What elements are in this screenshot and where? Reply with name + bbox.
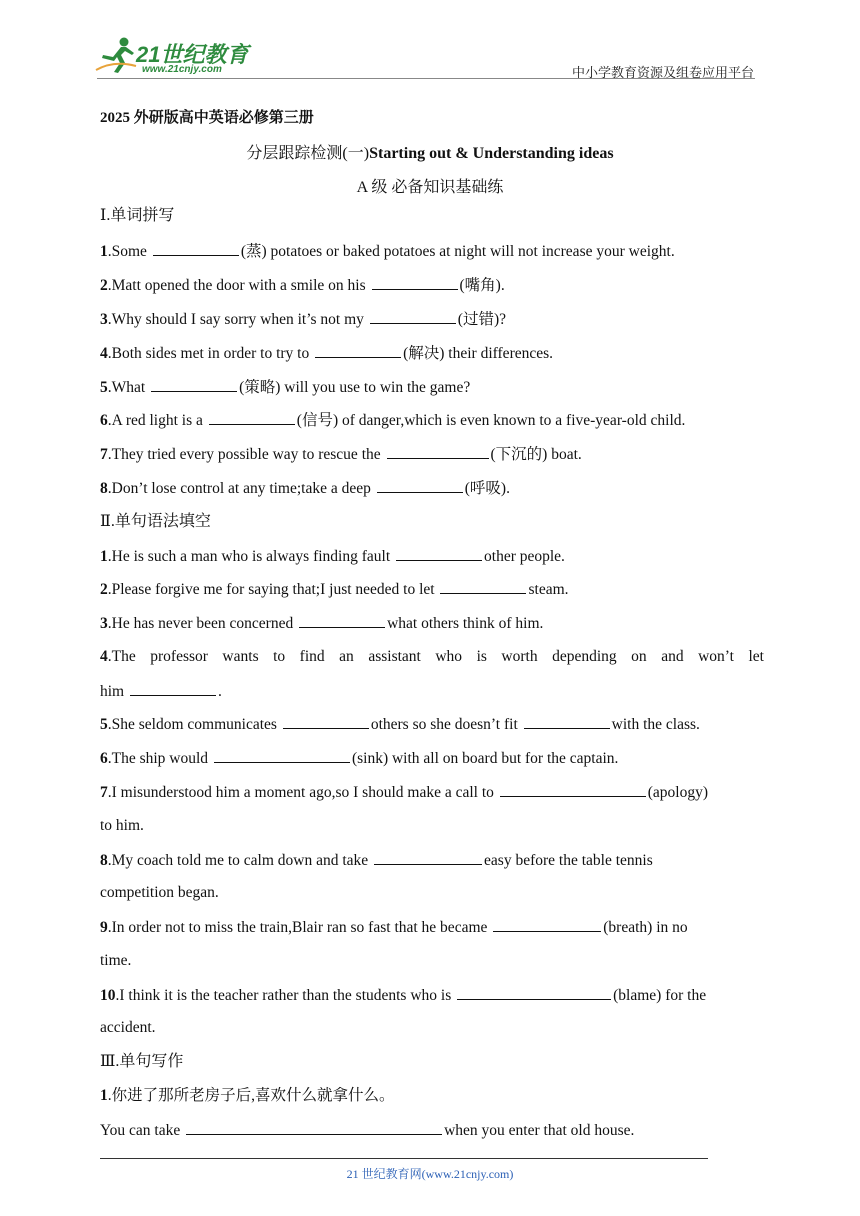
answer-blank[interactable] [524,714,610,729]
section-heading: Ⅱ.单句语法填空 [100,513,211,530]
question-text: (下沉的) boat. [490,446,582,463]
section-heading: Ⅰ.单词拼写 [100,207,175,224]
question-number: 5 [100,716,108,733]
answer-blank[interactable] [372,275,458,290]
question-number: 2 [100,581,108,598]
question-text: .They tried every possible way to rescue the [107,446,385,463]
question-item [100,579,764,600]
question-text: steam. [528,581,569,598]
question-item [100,985,764,1006]
question-text: (蒸) potatoes or baked potatoes at night will not increase your weight. [240,243,675,260]
question-item [100,850,764,871]
question-text: .He has never been concerned [107,615,298,632]
level-heading: A 级 必备知识基础练 [356,179,504,196]
question-number: 1 [100,548,108,565]
answer-blank[interactable] [209,410,295,425]
page-footer: 21 世纪教育网(www.21cnjy.com) [346,1167,514,1181]
question-text: (呼吸). [464,480,510,497]
question-text: .Don’t lose control at any time;take a deep [107,480,375,497]
question-number: 7 [100,784,108,801]
question-text: .Some [107,243,151,260]
section-heading: Ⅲ.单句写作 [100,1053,184,1070]
question-item [100,478,764,499]
question-item [100,782,764,803]
question-text: .Why should I say sorry when it’s not my [107,311,368,328]
question-text: other people. [484,548,565,565]
question-text: .Please forgive me for saying that;I just needed to let [107,581,439,598]
question-text: .Matt opened the door with a smile on his [107,277,370,294]
question-item-continued: time. [100,952,132,969]
subtitle-en: Starting out & Understanding ideas [369,145,614,162]
answer-blank[interactable] [315,343,401,358]
answer-blank[interactable] [377,478,463,493]
question-item [100,377,764,398]
question-text: (策略) will you use to win the game? [239,379,471,396]
question-text: what others think of him. [387,615,544,632]
answer-blank[interactable] [440,579,526,594]
question-number: 3 [100,311,108,328]
answer-blank[interactable] [283,714,369,729]
question-item-continued: competition began. [100,884,219,901]
document-subtitle [0,140,860,163]
question-item [100,546,764,567]
question-text: (过错)? [457,311,506,328]
question-text: .What [107,379,150,396]
site-logo [94,36,264,78]
answer-blank[interactable] [374,850,482,865]
question-item [100,309,764,330]
question-number: 4 [100,648,108,665]
page-header [0,0,860,80]
question-text: .She seldom communicates [107,716,281,733]
question-text: others so she doesn’t fit [370,716,522,733]
question-number: 8 [100,852,108,869]
answer-blank[interactable] [130,681,216,696]
question-text: .A red light is a [107,412,207,429]
question-text: when you enter that old house. [444,1122,635,1139]
question-text: You can take [100,1122,185,1139]
question-item [100,647,764,667]
question-text: .The ship would [107,750,212,767]
question-text: . [218,683,222,700]
question-text: .The professor wants to find an assistant who is worth depending on and won’t let [107,648,764,665]
header-divider [97,78,755,79]
footer-divider [100,1158,708,1159]
subtitle-cn: 分层跟踪检测(一) [246,145,370,162]
question-item [100,410,764,431]
answer-blank[interactable] [387,444,489,459]
answer-blank[interactable] [153,241,239,256]
question-text: .I think it is the teacher rather than the students who is [115,987,456,1004]
question-text: (breath) in no [603,919,688,936]
question-item [100,714,764,735]
question-text: (apology) [647,784,709,801]
question-number: 5 [100,379,108,396]
question-text: with the class. [611,716,700,733]
question-item [100,917,764,938]
question-number: 6 [100,750,108,767]
question-item [100,275,764,296]
question-item-continued [100,681,764,702]
question-item-continued: accident. [100,1019,156,1036]
question-text: .In order not to miss the train,Blair ran so fast that he became [107,919,492,936]
question-text: (解决) their differences. [403,345,554,362]
answer-blank[interactable] [396,546,482,561]
answer-blank[interactable] [299,613,385,628]
question-text: easy before the table tennis [484,852,653,869]
question-text: .He is such a man who is always finding fault [107,548,395,565]
answer-line [100,1120,764,1141]
question-item [100,343,764,364]
answer-blank[interactable] [370,309,456,324]
question-item [100,748,764,769]
question-text: .I misunderstood him a moment ago,so I should make a call to [107,784,498,801]
question-number: 9 [100,919,108,936]
question-number: 1 [100,243,108,260]
question-item [100,613,764,634]
question-item [100,1086,764,1106]
question-number: 1 [100,1087,108,1104]
answer-blank[interactable] [493,917,601,932]
platform-label: 中小学教育资源及组卷应用平台 [571,65,754,80]
question-text: (嘴角). [459,277,505,294]
question-item [100,241,764,262]
question-text: (blame) for the [613,987,707,1004]
question-text: .你进了那所老房子后,喜欢什么就拿什么。 [107,1087,395,1104]
answer-blank[interactable] [457,985,611,1000]
answer-blank[interactable] [186,1120,442,1135]
question-number: 3 [100,615,108,632]
question-text: .Both sides met in order to try to [107,345,314,362]
runner-icon [94,36,138,76]
question-text: (信号) of danger,which is even known to a five-year-old child. [296,412,686,429]
question-text: him [100,683,128,700]
question-item [100,444,764,465]
question-text: .My coach told me to calm down and take [107,852,373,869]
logo-text: 21世纪教育 [136,42,249,67]
answer-blank[interactable] [214,748,350,763]
answer-blank[interactable] [500,782,646,797]
document-title: 2025 外研版高中英语必修第三册 [100,110,314,126]
question-number: 10 [100,987,116,1004]
question-number: 6 [100,412,108,429]
logo-url: www.21cnjy.com [142,64,222,75]
question-number: 4 [100,345,108,362]
question-number: 8 [100,480,108,497]
question-text: (sink) with all on board but for the captain. [351,750,619,767]
question-number: 2 [100,277,108,294]
question-number: 7 [100,446,108,463]
answer-blank[interactable] [151,377,237,392]
question-item-continued: to him. [100,817,144,834]
